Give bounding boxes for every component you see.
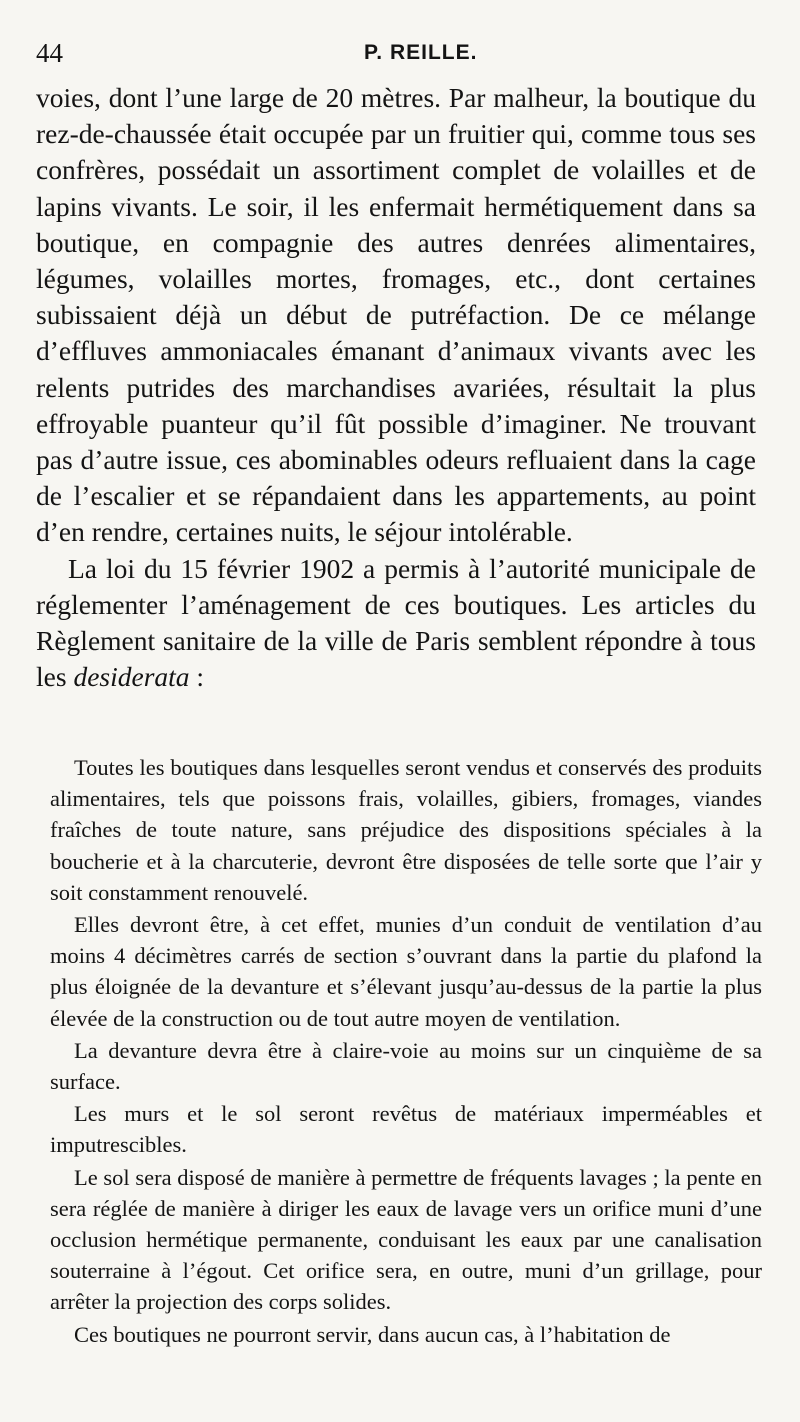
paragraph-law-1902 xyxy=(36,551,756,696)
regulation-paragraph-murs: Les murs et le sol seront revêtus de matériaux imperméables et imputrescibles. xyxy=(50,1101,762,1158)
regulation-paragraph-devanture: La devanture devra être à claire-voie au moins sur un cinquième de sa surface. xyxy=(50,1037,762,1095)
page-header xyxy=(36,38,760,74)
italic-desiderata: desiderata xyxy=(73,661,190,693)
quoted-regulation xyxy=(50,752,762,1351)
page-number: 44 xyxy=(36,38,63,68)
main-text xyxy=(36,80,756,695)
running-title: P. REILLE. xyxy=(364,41,478,64)
paragraph-law-text: La loi du 15 février 1902 a permis à l’autorité municipale de réglementer l’aménagement de ces boutiques. Les articles du Règlement sanitaire de la ville de Paris semblent répondre à tous les xyxy=(36,552,756,693)
paragraph-law-colon: : xyxy=(189,661,205,693)
paragraph-putrefaction: voies, dont l’une large de 20 mètres. Par malheur, la boutique du rez-de-chaussée était occupée par un fruitier qui, comme tous ses confrères, possédait un assortiment complet de volailles et de lapins vivants. Le soir, il les enfermait hermétiquement dans sa boutique, en compagnie des autres denrées alimentaires, légumes, volailles mortes, fromages, etc., dont certaines subissaient déjà un début de putréfaction. De ce mélange d’effluves ammoniacales émanant d’animaux vivants avec les relents putrides des marchandises avariées, résultait la plus effroyable puanteur qu’il fût possible d’imaginer. Ne trouvant pas d’autre issue, ces abominables odeurs refluaient dans la cage de l’escalier et se répandaient dans les appartements, au point d’en rendre, certaines nuits, le séjour intolérable. xyxy=(36,82,756,548)
regulation-paragraph-ventilation: Elles devront être, à cet effet, munies d’un conduit de ventilation d’au moins 4 décimètres carrés de section s’ouvrant dans la partie du plafond la plus éloignée de la devanture et s’élevant jusqu’au-dessus de la partie la plus élevée de la construction ou de tout autre moyen de ventilation. xyxy=(50,912,762,1031)
regulation-paragraph-boutiques: Toutes les boutiques dans lesquelles seront vendus et conservés des produits alimentaires, tels que poissons frais, volailles, gibiers, fromages, viandes fraîches de toute nature, sans préjudice des dispositions spéciales à la boucherie et à la charcuterie, devront être disposées de telle sorte que l’air y soit constamment renouvelé. xyxy=(50,755,762,905)
regulation-paragraph-sol: Le sol sera disposé de manière à permettre de fréquents lavages ; la pente en sera réglée de manière à diriger les eaux de lavage vers un orifice muni d’une occlusion hermétique permanente, conduisant les eaux par une canalisation souterraine à l’égout. Cet orifice sera, en outre, muni d’un grillage, pour arrêter la projection des corps solides. xyxy=(50,1164,762,1315)
regulation-paragraph-habitation: Ces boutiques ne pourront servir, dans aucun cas, à l’habitation de xyxy=(74,1321,671,1347)
